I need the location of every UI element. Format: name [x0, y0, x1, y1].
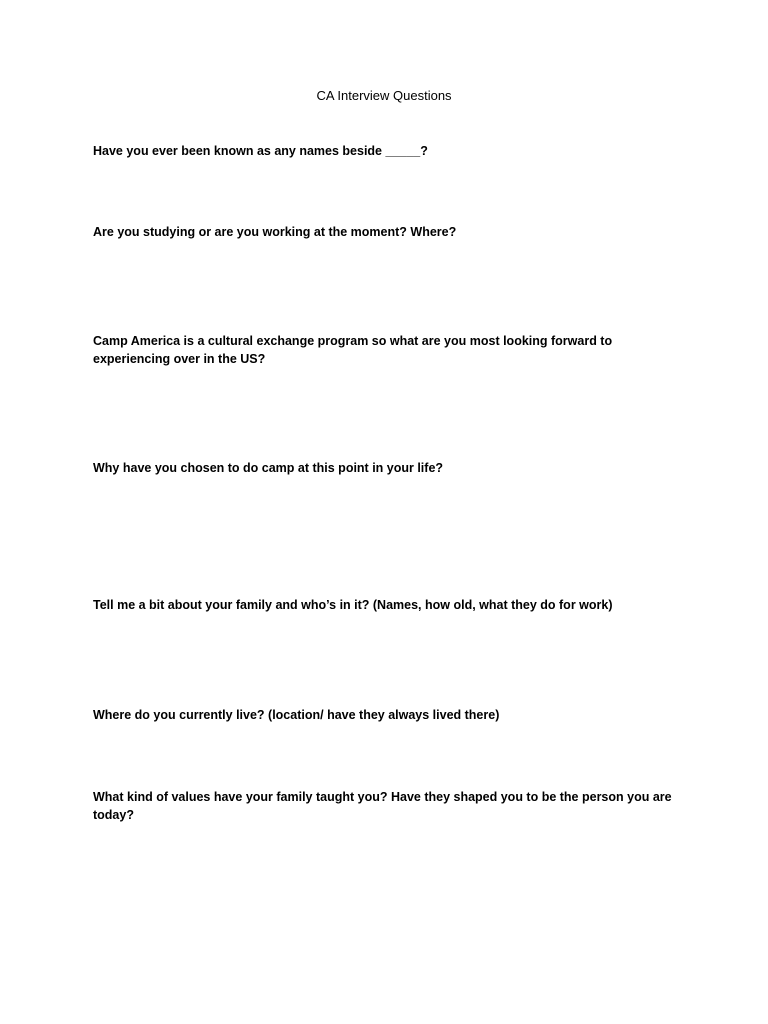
question-5: Tell me a bit about your family and who’s in it? (Names, how old, what they do for work): [93, 598, 613, 612]
question-2: Are you studying or are you working at the moment? Where?: [93, 225, 457, 239]
question-7: What kind of values have your family taught you? Have they shaped you to be the person you are today?: [93, 790, 672, 822]
question-3: Camp America is a cultural exchange program so what are you most looking forward to experiencing over in the US?: [93, 334, 613, 366]
document-title: CA Interview Questions: [316, 88, 452, 103]
question-1: Have you ever been known as any names beside _____?: [93, 144, 428, 158]
question-6: Where do you currently live? (location/ have they always lived there): [93, 708, 500, 722]
question-4: Why have you chosen to do camp at this point in your life?: [93, 461, 444, 475]
